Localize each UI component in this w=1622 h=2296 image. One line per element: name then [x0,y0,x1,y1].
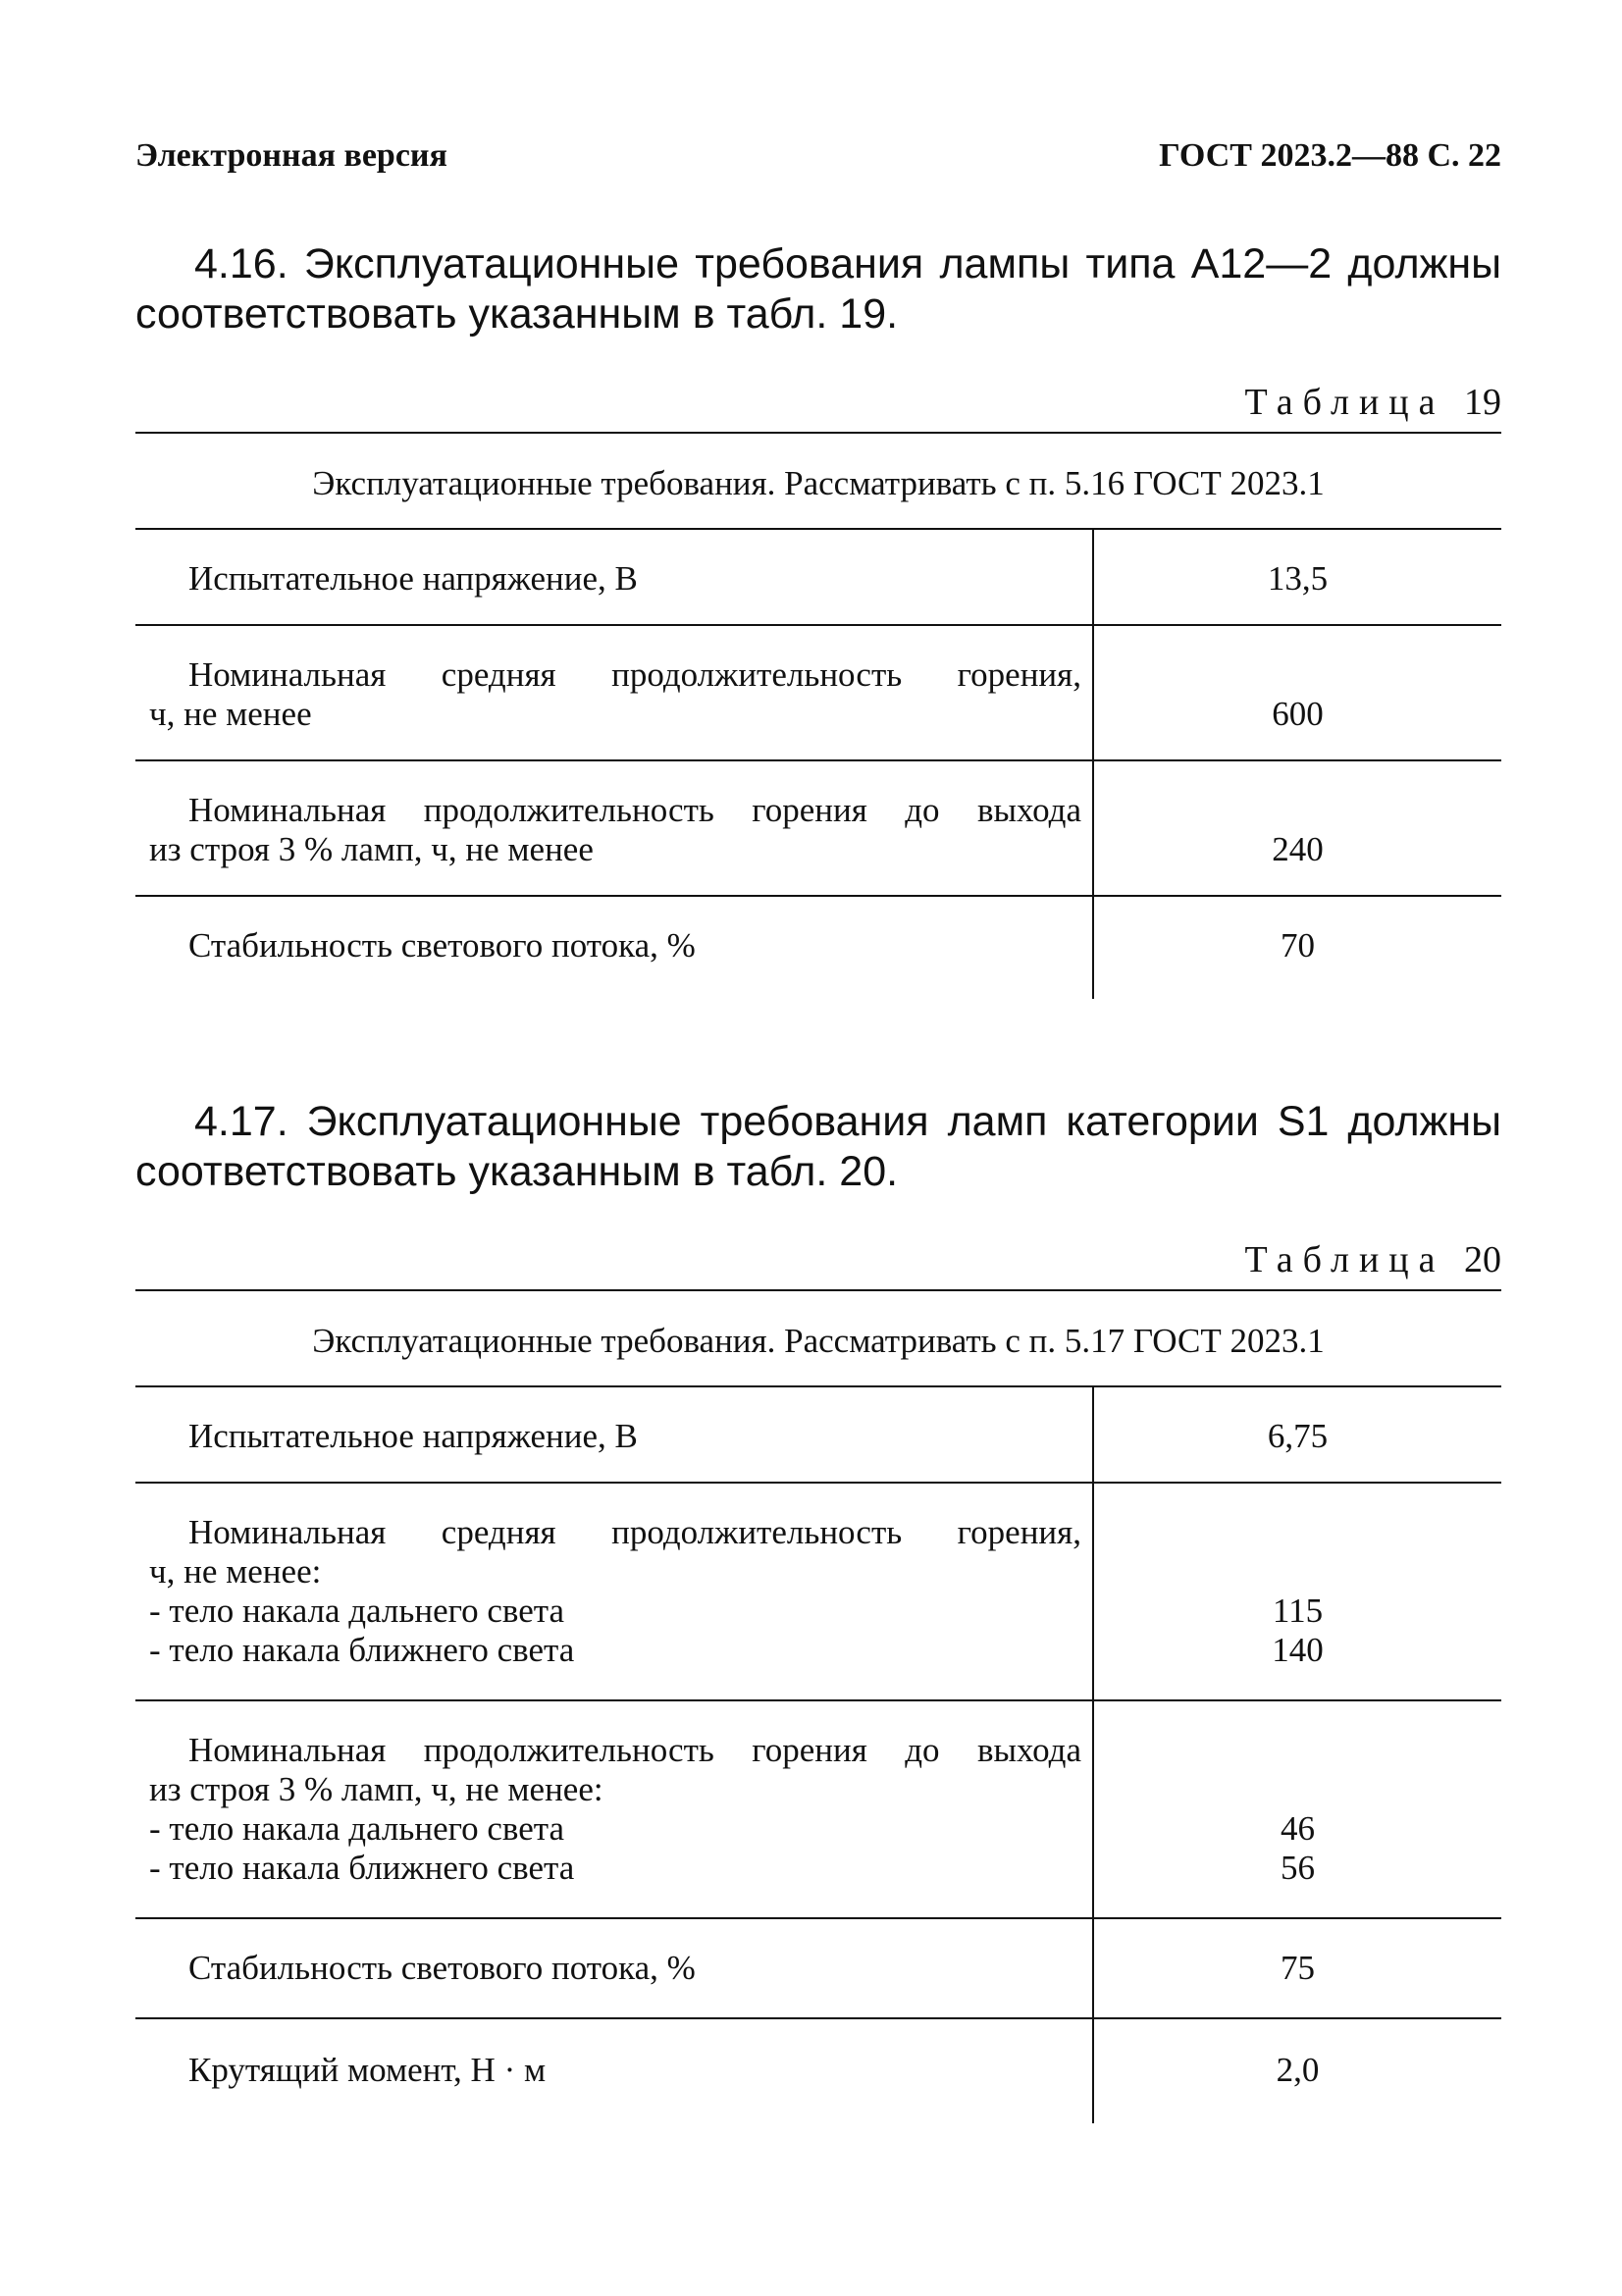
row-label-cont: ч, не менее: [149,1552,322,1591]
table-row [135,2017,1501,2123]
paragraph-4-17 [135,1097,1501,1197]
row-sublabel: - тело накала дальнего света [149,1809,565,1848]
row-label: Номинальная средняя продолжительность горения, [188,655,1081,694]
row-sublabel: - тело накала дальнего света [149,1592,565,1630]
row-label: Крутящий момент, Н · м [188,2051,547,2089]
table-row [135,1482,1501,1701]
row-label: Испытательное напряжение, В [188,559,638,598]
table-19-caption [135,381,1501,424]
row-label: Стабильность светового потока, % [188,926,696,965]
table-19 [135,432,1501,999]
table-row [135,759,1501,897]
row-label: Номинальная продолжительность горения до выхода [188,1731,1081,1769]
table-header: Эксплуатационные требования. Рассматривать с п. 5.17 ГОСТ 2023.1 [312,1322,1325,1360]
row-value: 56 [1281,1849,1315,1887]
row-value: 6,75 [1267,1417,1329,1455]
table-row [135,895,1501,999]
paragraph-line: 4.16. Эксплуатационные требования лампы типа А12—2 должны [194,240,1501,287]
row-value: 600 [1272,695,1324,733]
paragraph-line: соответствовать указанным в табл. 19. [135,290,899,338]
table-20-caption [135,1238,1501,1281]
row-sublabel: - тело накала ближнего света [149,1631,575,1669]
table-header: Эксплуатационные требования. Рассматривать с п. 5.16 ГОСТ 2023.1 [312,464,1325,502]
caption-word: Таблица [1244,1239,1445,1280]
row-label: Номинальная средняя продолжительность горения, [188,1513,1081,1551]
table-row [135,1917,1501,2019]
table-row [135,528,1501,626]
row-label-cont: из строя 3 % ламп, ч, не менее: [149,1770,603,1808]
row-label-cont: из строя 3 % ламп, ч, не менее [149,830,594,868]
row-label: Стабильность светового потока, % [188,1949,696,1987]
table-row [135,1385,1501,1484]
row-value: 240 [1272,830,1324,868]
document-reference: ГОСТ 2023.2—88 С. 22 [1159,137,1501,174]
paragraph-line: соответствовать указанным в табл. 20. [135,1148,899,1195]
paragraph-4-16 [135,239,1501,339]
row-value: 140 [1272,1631,1324,1669]
row-label-cont: ч, не менее [149,695,312,733]
row-label: Испытательное напряжение, В [188,1417,638,1455]
caption-word: Таблица [1244,382,1445,423]
row-value: 115 [1272,1592,1324,1630]
caption-number: 19 [1464,382,1501,423]
table-row [135,624,1501,761]
row-label: Номинальная продолжительность горения до выхода [188,791,1081,829]
row-value: 70 [1281,926,1315,965]
page-header [135,137,1501,186]
row-value: 13,5 [1267,559,1329,598]
row-value: 2,0 [1276,2051,1320,2089]
edition-label: Электронная версия [135,137,447,174]
table-row [135,1699,1501,1919]
row-value: 75 [1281,1949,1315,1987]
row-value: 46 [1281,1809,1315,1848]
paragraph-line: 4.17. Эксплуатационные требования ламп категории S1 должны [194,1098,1501,1145]
caption-number: 20 [1464,1239,1501,1280]
row-sublabel: - тело накала ближнего света [149,1849,575,1887]
table-20 [135,1289,1501,2123]
